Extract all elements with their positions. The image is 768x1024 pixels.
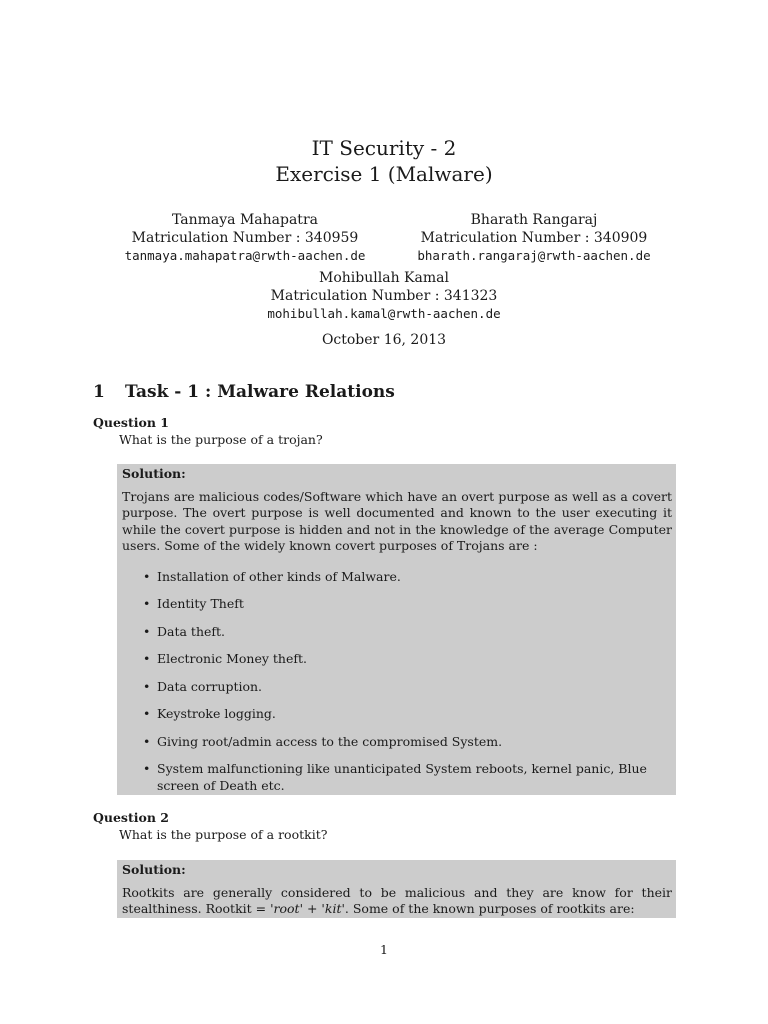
list-item: [143, 706, 672, 723]
author-block: [104, 211, 386, 265]
solution-text-part: Rootkits are generally considered to be malicious and they are know for their stealthiness. Rootkit =: [122, 884, 672, 916]
bullet-icon: •: [143, 678, 151, 694]
author-email: mohibullah.kamal@rwth-aachen.de: [267, 306, 501, 321]
list-item-text: Giving root/admin access to the compromised System.: [157, 733, 503, 749]
bullet-icon: •: [143, 596, 151, 611]
section-title: Task - 1 : Malware Relations: [125, 382, 395, 402]
list-item-text: Electronic Money theft.: [157, 651, 307, 666]
bullet-icon: •: [143, 651, 151, 666]
author-matriculation: Matriculation Number : 341323: [270, 288, 498, 304]
section-heading: [93, 381, 395, 403]
document-title: IT Security - 2: [311, 136, 457, 160]
section-number: 1: [93, 382, 105, 402]
question-text: What is the purpose of a trojan?: [119, 432, 323, 447]
bullet-list: [122, 569, 672, 795]
question-label: Question 2: [93, 810, 169, 825]
document-date: October 16, 2013: [321, 332, 447, 348]
bullet-icon: •: [143, 706, 151, 721]
list-item-text: Keystroke logging.: [157, 706, 276, 721]
list-item: [143, 596, 672, 613]
author-block: [234, 269, 534, 323]
solution-text-emphasis: 'root' + 'kit': [270, 901, 345, 916]
solution-box: [117, 464, 676, 795]
list-item-text: Installation of other kinds of Malware.: [157, 568, 401, 584]
bullet-icon: •: [143, 623, 151, 639]
question-text: What is the purpose of a rootkit?: [119, 827, 328, 842]
list-item: [143, 761, 672, 794]
solution-text-part: . Some of the known purposes of rootkits are:: [344, 901, 635, 916]
solution-text: Trojans are malicious codes/Software which have an overt purpose as well as a covert purpose. The overt purpose is well documented and known to the user executing it while the covert purpose is hidden and not in the knowledge of the average Computer users. Some of the widely known covert purposes of Trojans are :: [122, 488, 672, 553]
list-item: [143, 651, 672, 668]
page-number: 1: [380, 942, 388, 957]
author-email: bharath.rangaraj@rwth-aachen.de: [417, 248, 651, 263]
author-email: tanmaya.mahapatra@rwth-aachen.de: [124, 248, 366, 263]
list-item-text: Data corruption.: [157, 678, 263, 694]
list-item: [143, 623, 672, 641]
solution-box: [117, 860, 676, 918]
solution-heading: Solution:: [122, 862, 186, 877]
question-label: Question 1: [93, 415, 169, 430]
author-name: Bharath Rangaraj: [470, 212, 598, 228]
list-item-text: Data theft.: [157, 623, 226, 639]
author-name: Tanmaya Mahapatra: [172, 212, 318, 228]
list-item: [143, 678, 672, 696]
author-block: [396, 211, 672, 265]
list-item: [143, 568, 672, 586]
author-name: Mohibullah Kamal: [319, 270, 449, 286]
list-item-text: Identity Theft: [157, 596, 244, 611]
bullet-icon: •: [143, 761, 151, 776]
author-matriculation: Matriculation Number : 340909: [420, 230, 648, 246]
solution-text: [122, 885, 672, 918]
solution-heading: Solution:: [122, 466, 186, 481]
author-matriculation: Matriculation Number : 340959: [131, 230, 359, 246]
document-subtitle: Exercise 1 (Malware): [275, 162, 493, 186]
list-item: [143, 733, 672, 751]
bullet-icon: •: [143, 568, 151, 584]
bullet-icon: •: [143, 733, 151, 749]
list-item-text: System malfunctioning like unanticipated System reboots, kernel panic, Blue screen of Death etc.: [157, 761, 647, 793]
